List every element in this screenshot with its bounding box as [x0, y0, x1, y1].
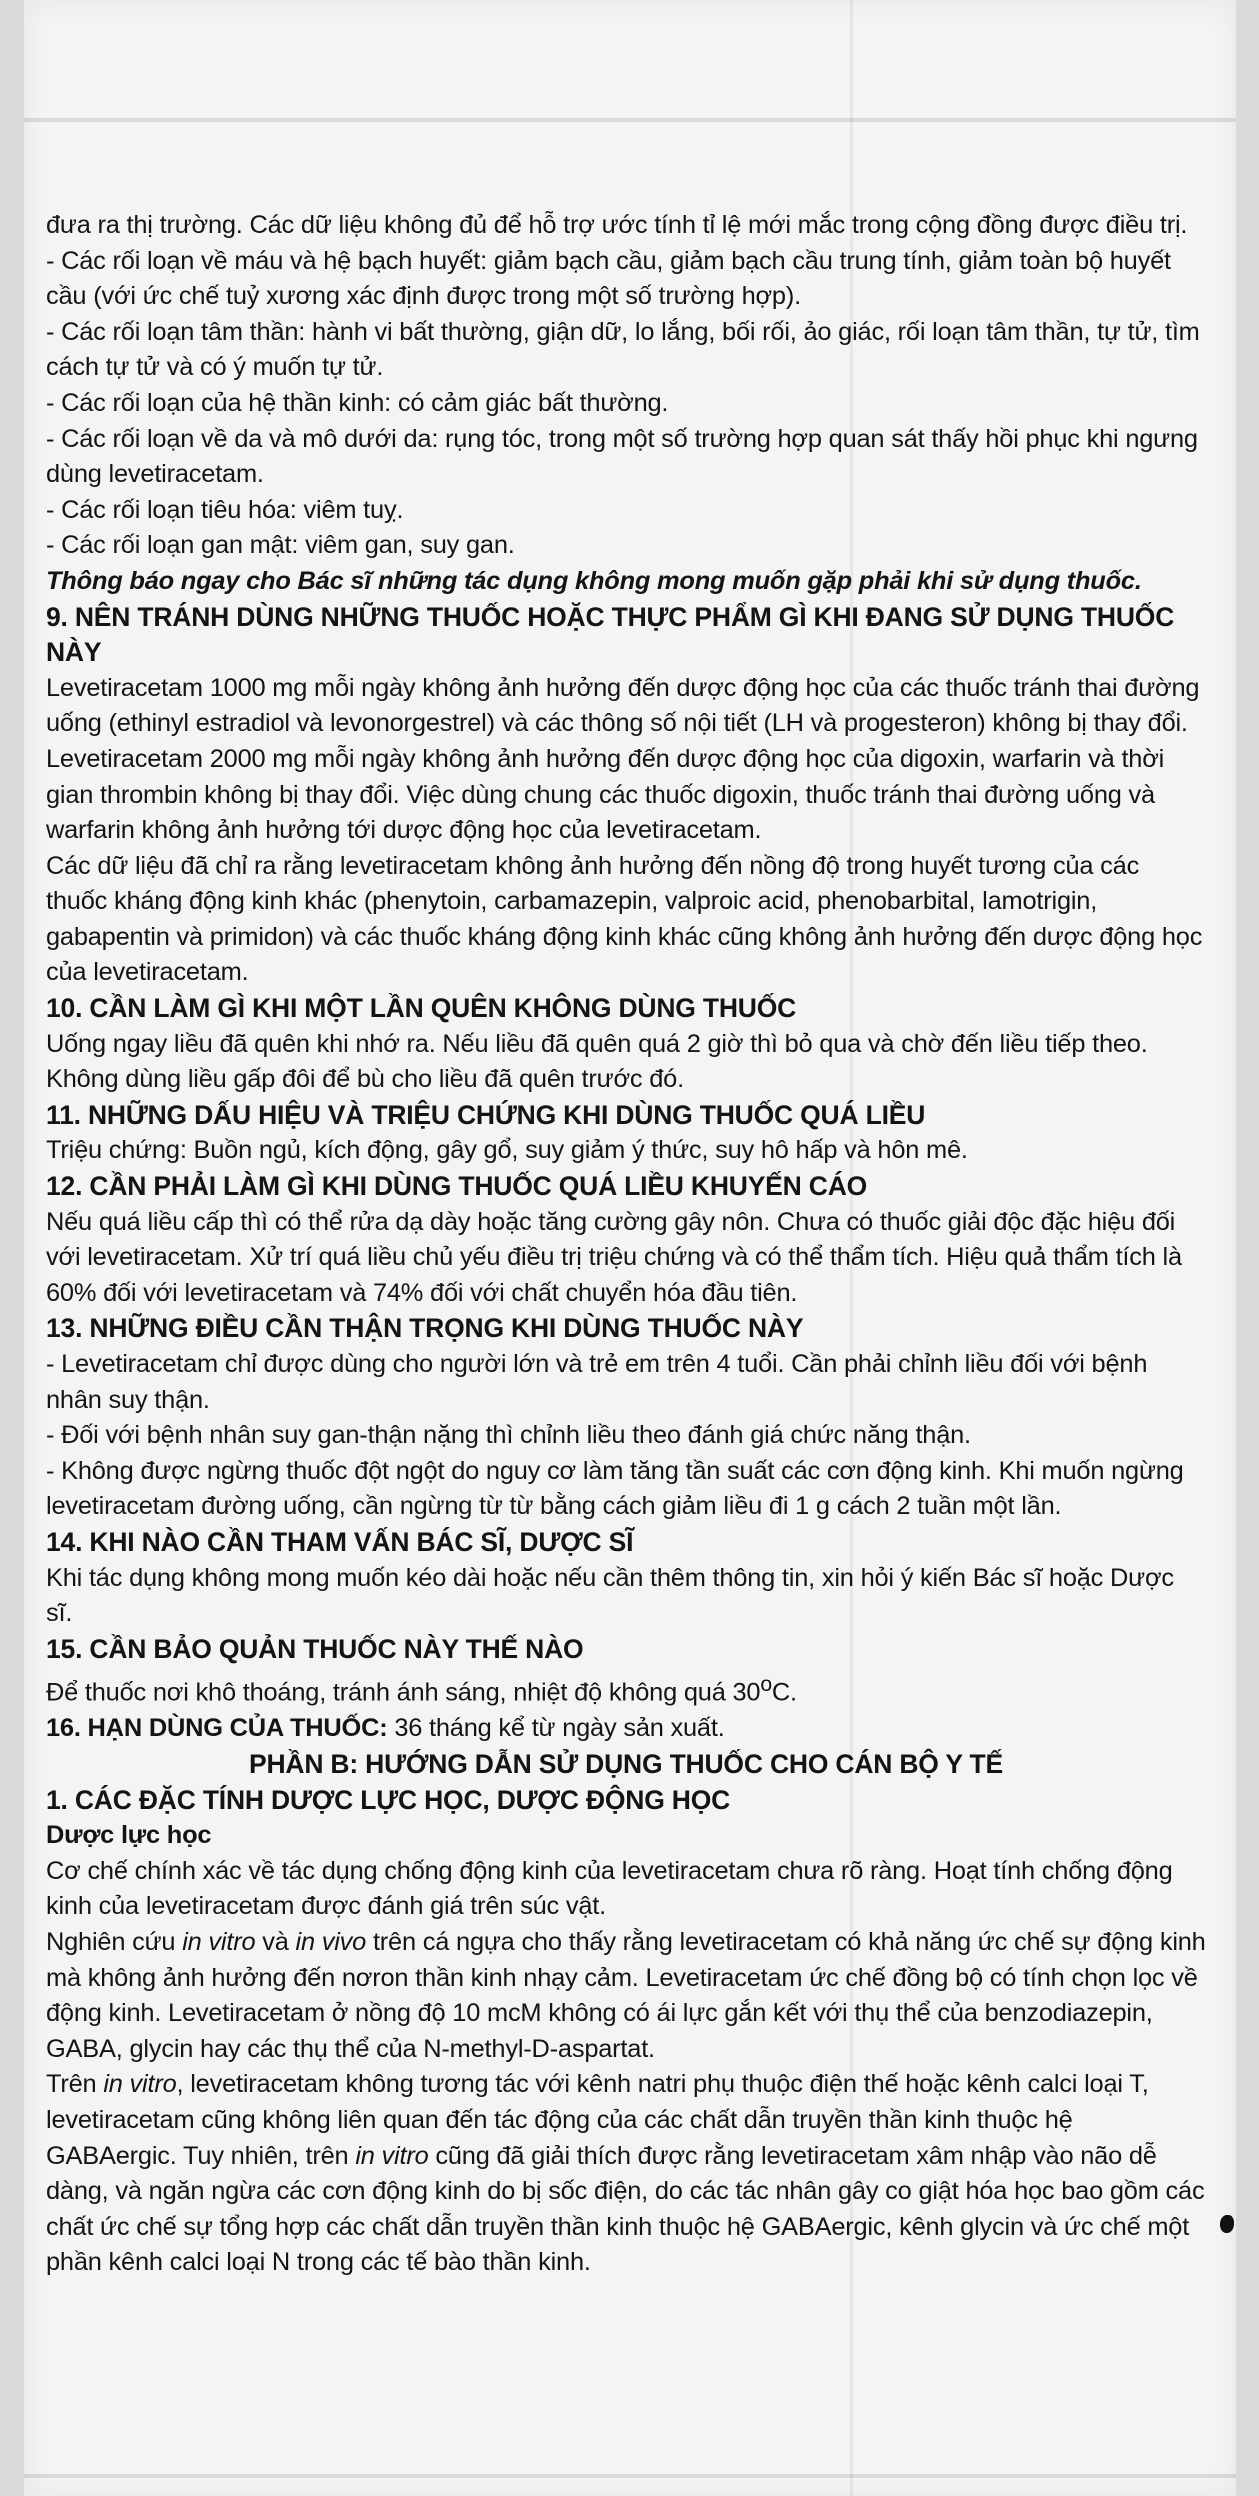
section-14-heading: 14. KHI NÀO CẦN THAM VẤN BÁC SĨ, DƯỢC SĨ: [46, 1526, 634, 1557]
fold-line-bottom: [24, 2474, 1236, 2478]
list-item-digestive: - Các rối loạn tiêu hóa: viêm tuỵ.: [46, 495, 404, 524]
text-run: và: [255, 1927, 296, 1956]
ink-spot: [1220, 2215, 1234, 2233]
italic-term: in vitro: [355, 2141, 429, 2170]
section-12-paragraph: Nếu quá liều cấp thì có thể rửa dạ dày hoặc tăng cường gây nôn. Chưa có thuốc giải độc đặc hiệu đối với levetiracetam. Xử trí quá liều chủ yếu điều trị triệu chứng và có thể thẩm tích. Hiệu quả thẩm tích là 60% đối với levetiracetam và 74% đối với chất chuyển hóa đầu tiên.: [46, 1207, 1182, 1307]
leaflet-sheet: [24, 0, 1236, 2496]
pharmacodynamics-paragraph-1: Cơ chế chính xác về tác dụng chống động kinh của levetiracetam chưa rõ ràng. Hoạt tính chống động kinh của levetiracetam được đánh giá trên súc vật.: [46, 1856, 1173, 1921]
section-10-heading: 10. CẦN LÀM GÌ KHI MỘT LẦN QUÊN KHÔNG DÙNG THUỐC: [46, 993, 797, 1024]
section-9-paragraph-2: Các dữ liệu đã chỉ ra rằng levetiracetam không ảnh hưởng đến nồng độ trong huyết tương của các thuốc kháng động kinh khác (phenytoin, carbamazepin, valproic acid, phenobarbital, lamotrigin, gabapentin và primidon) và các thuốc kháng động kinh khác cũng không ảnh hưởng đến dược động học của levetiracetam.: [46, 851, 1203, 987]
pharmacodynamics-subheading: Dược lực học: [46, 1821, 212, 1850]
list-item-blood: - Các rối loạn về máu và hệ bạch huyết: giảm bạch cầu, giảm bạch cầu trung tính, giảm toàn bộ huyết cầu (với ức chế tuỷ xương xác định được trong một số trường hợp).: [46, 246, 1171, 311]
pharmacodynamics-paragraph-2: [46, 1925, 1206, 2067]
section-13-item-1: - Levetiracetam chỉ được dùng cho người lớn và trẻ em trên 4 tuổi. Cần phải chỉnh liều đối với bệnh nhân suy thận.: [46, 1350, 1148, 1414]
list-item-nervous: - Các rối loạn của hệ thần kinh: có cảm giác bất thường.: [46, 388, 669, 417]
section-15-paragraph: [46, 1667, 1206, 1711]
storage-unit: C.: [771, 1678, 797, 1707]
notice-text: Thông báo ngay cho Bác sĩ những tác dụng không mong muốn gặp phải khi sử dụng thuốc.: [46, 566, 1142, 595]
text-run: Nghiên cứu: [46, 1927, 183, 1956]
section-16-heading: 16. HẠN DÙNG CỦA THUỐC:: [46, 1714, 388, 1743]
text-run: cũng đã giải thích được rằng levetiracetam xâm nhập vào não dễ dàng, và ngăn ngừa các cơn động kinh do bị sốc điện, do các tác nhân gây co giật hóa học bao gồm các chất ức chế sự tổng hợp các chất dẫn truyền thần kinh thuộc hệ GABAergic, kênh glycin và ức chế một phần kênh calci loại N trong các tế bào thần kinh.: [46, 2141, 1205, 2277]
leaflet-text: [46, 208, 1206, 2281]
section-13-item-2: - Đối với bệnh nhân suy gan-thận nặng thì chỉnh liều theo đánh giá chức năng thận.: [46, 1421, 971, 1450]
list-item-liver: - Các rối loạn gan mật: viêm gan, suy gan.: [46, 531, 515, 560]
section-11-paragraph: Triệu chứng: Buồn ngủ, kích động, gây gổ, suy giảm ý thức, suy hô hấp và hôn mê.: [46, 1136, 968, 1165]
section-11-heading: 11. NHỮNG DẤU HIỆU VÀ TRIỆU CHỨNG KHI DÙNG THUỐC QUÁ LIỀU: [46, 1099, 926, 1130]
part-b-title: PHẦN B: HƯỚNG DẪN SỬ DỤNG THUỐC CHO CÁN BỘ Y TẾ: [248, 1749, 1004, 1779]
section-12-heading: 12. CẦN PHẢI LÀM GÌ KHI DÙNG THUỐC QUÁ LIỀU KHUYẾN CÁO: [46, 1171, 868, 1202]
italic-term: in vitro: [103, 2070, 177, 2099]
paragraph-intro: đưa ra thị trường. Các dữ liệu không đủ để hỗ trợ ước tính tỉ lệ mới mắc trong cộng đồng được điều trị.: [46, 211, 1188, 239]
degree-sign: o: [760, 1673, 772, 1697]
section-16-text: 36 tháng kể từ ngày sản xuất.: [387, 1714, 725, 1743]
part-b-section-1-heading: 1. CÁC ĐẶC TÍNH DƯỢC LỰC HỌC, DƯỢC ĐỘNG HỌC: [46, 1784, 731, 1815]
section-13-heading: 13. NHỮNG ĐIỀU CẦN THẬN TRỌNG KHI DÙNG THUỐC NÀY: [46, 1313, 804, 1344]
pharmacodynamics-paragraph-3: [46, 2067, 1206, 2281]
section-10-paragraph: Uống ngay liều đã quên khi nhớ ra. Nếu liều đã quên quá 2 giờ thì bỏ qua và chờ đến liều tiếp theo. Không dùng liều gấp đôi để bù cho liều đã quên trước đó.: [46, 1029, 1148, 1094]
fold-line-top: [24, 118, 1236, 122]
list-item-psychiatric: - Các rối loạn tâm thần: hành vi bất thường, giận dữ, lo lắng, bối rối, ảo giác, rối loạn tâm thần, tự tử, tìm cách tự tử và có ý muốn tự tử.: [46, 317, 1200, 382]
storage-text: Để thuốc nơi khô thoáng, tránh ánh sáng, nhiệt độ không quá 30: [46, 1678, 761, 1707]
text-run: Trên: [46, 2070, 104, 2099]
section-13-item-3: - Không được ngừng thuốc đột ngột do nguy cơ làm tăng tần suất các cơn động kinh. Khi muốn ngừng levetiracetam đường uống, cần ngừng từ từ bằng cách giảm liều đi 1 g cách 2 tuần một lần.: [46, 1456, 1184, 1521]
italic-term: in vitro: [182, 1927, 256, 1956]
section-9-paragraph-1: Levetiracetam 1000 mg mỗi ngày không ảnh hưởng đến dược động học của các thuốc tránh thai đường uống (ethinyl estradiol và levonorgestrel) và các thông số nội tiết (LH và progesteron) không bị thay đổi. Levetiracetam 2000 mg mỗi ngày không ảnh hưởng đến dược động học của digoxin, warfarin và thời gian thrombin không bị thay đổi. Việc dùng chung các thuốc digoxin, thuốc tránh thai đường uống và warfarin không ảnh hưởng tới dược động học của levetiracetam.: [46, 673, 1200, 845]
section-15-heading: 15. CẦN BẢO QUẢN THUỐC NÀY THẾ NÀO: [46, 1633, 584, 1664]
section-14-paragraph: Khi tác dụng không mong muốn kéo dài hoặc nếu cần thêm thông tin, xin hỏi ý kiến Bác sĩ hoặc Dược sĩ.: [46, 1563, 1174, 1628]
text-run: trên cá ngựa cho thấy rằng levetiracetam có khả năng ức chế sự động kinh mà không ảnh hưởng đến nơron thần kinh nhạy cảm. Levetiracetam ức chế đồng bộ có tính chọn lọc về động kinh. Levetiracetam ở nồng độ 10 mcM không có ái lực gắn kết với thụ thể của benzodiazepin, GABA, glycin hay các thụ thể của N-methyl-D-aspartat.: [46, 1927, 1206, 2063]
text-run: , levetiracetam không tương tác với kênh natri phụ thuộc điện thế hoặc kênh calci loại T, levetiracetam cũng không liên quan đến tác động của các chất dẫn truyền thần kinh thuộc hệ GABAergic. Tuy nhiên, trên: [46, 2070, 1149, 2170]
section-16: [46, 1711, 1206, 1747]
list-item-skin: - Các rối loạn về da và mô dưới da: rụng tóc, trong một số trường hợp quan sát thấy hồi phục khi ngưng dùng levetiracetam.: [46, 424, 1198, 489]
section-9-heading: 9. NÊN TRÁNH DÙNG NHỮNG THUỐC HOẶC THỰC PHẨM GÌ KHI ĐANG SỬ DỤNG THUỐC NÀY: [46, 601, 1175, 668]
italic-term: in vivo: [295, 1927, 367, 1956]
